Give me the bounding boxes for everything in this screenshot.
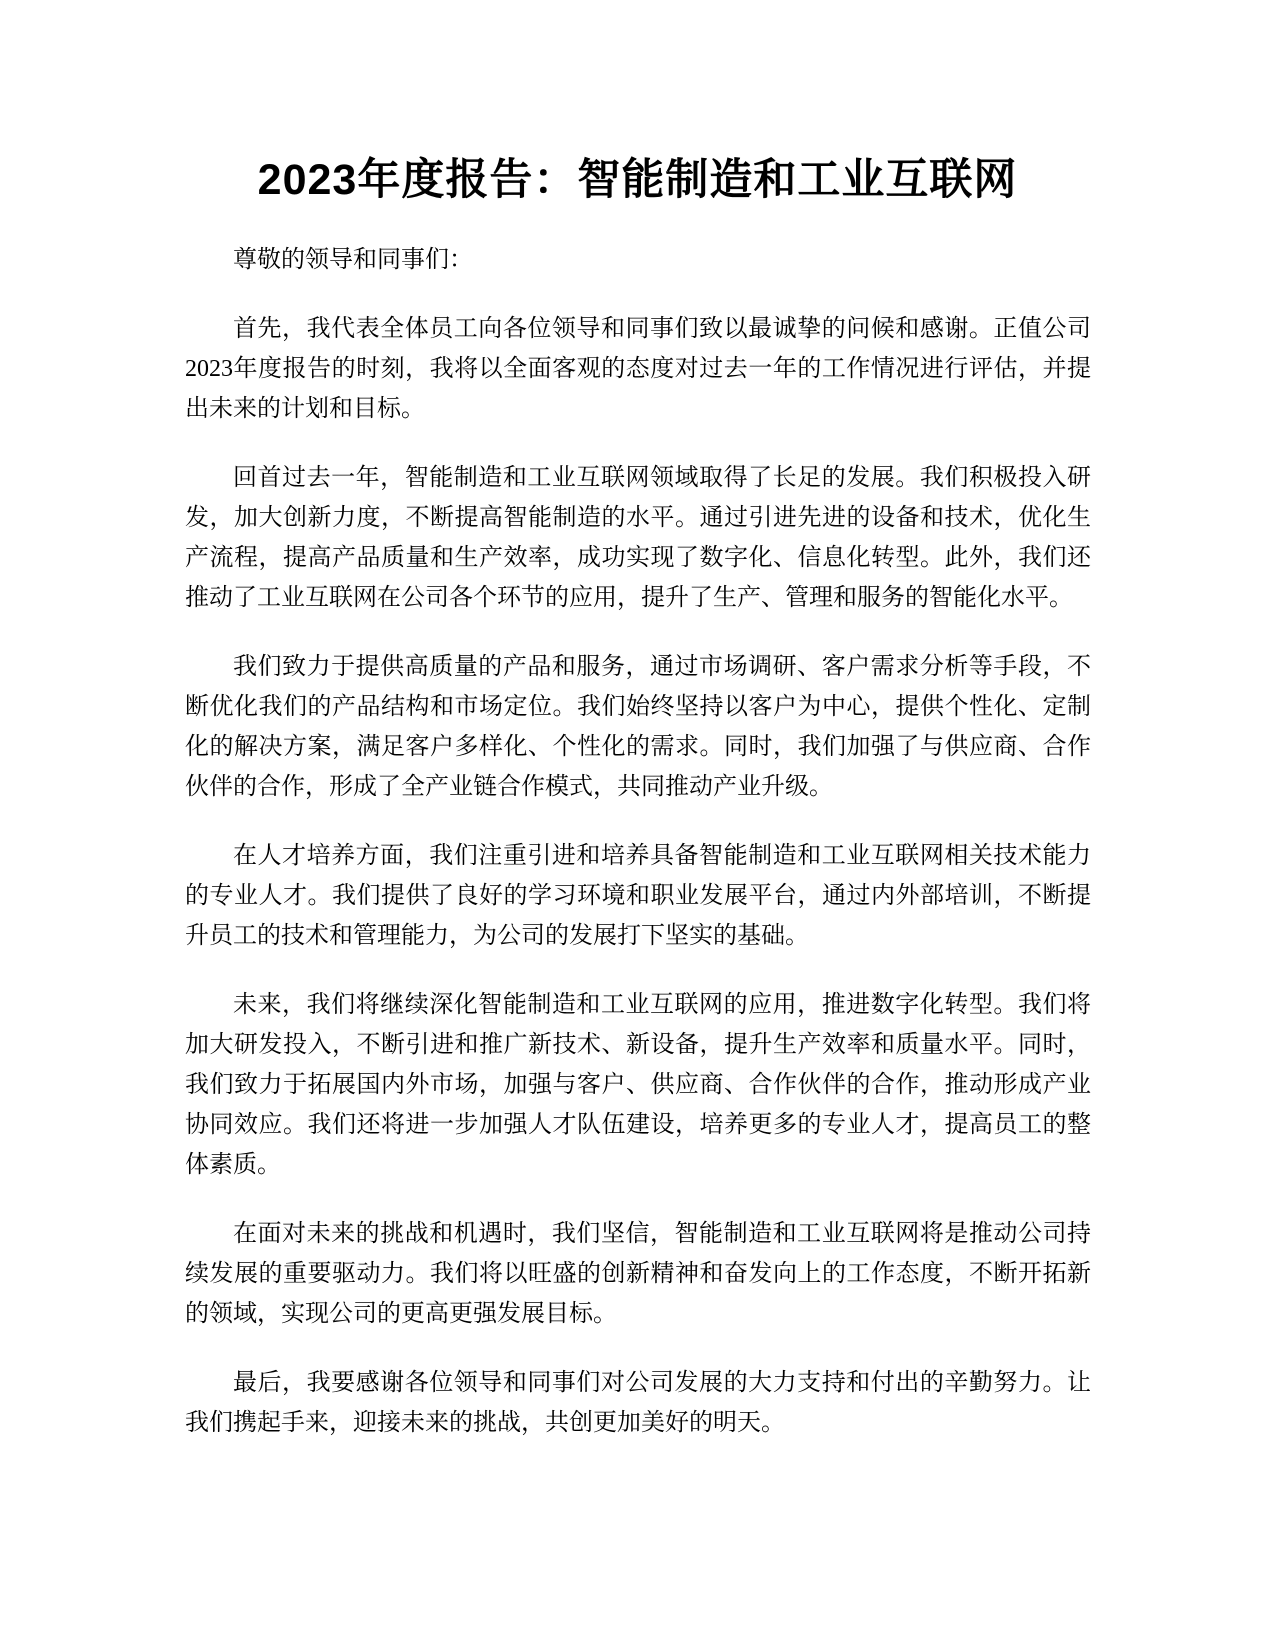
paragraph-challenges: 在面对未来的挑战和机遇时，我们坚信，智能制造和工业互联网将是推动公司持续发展的重要驱动力。我们将以旺盛的创新精神和奋发向上的工作态度，不断开拓新的领域，实现公司的更高更强发展目标。 <box>185 1221 1091 1327</box>
paragraph-talent: 在人才培养方面，我们注重引进和培养具备智能制造和工业互联网相关技术能力的专业人才。我们提供了良好的学习环境和职业发展平台，通过内外部培训，不断提升员工的技术和管理能力，为公司的发展打下坚实的基础。 <box>185 843 1091 949</box>
salutation: 尊敬的领导和同事们： <box>233 247 473 273</box>
paragraph-intro: 首先，我代表全体员工向各位领导和同事们致以最诚挚的问候和感谢。正值公司2023年度报告的时刻，我将以全面客观的态度对过去一年的工作情况进行评估，并提出未来的计划和目标。 <box>185 316 1091 422</box>
document-body <box>185 240 1091 1472</box>
paragraph-closing: 最后，我要感谢各位领导和同事们对公司发展的大力支持和付出的辛勤努力。让我们携起手来，迎接未来的挑战，共创更加美好的明天。 <box>185 1370 1091 1436</box>
paragraph-review: 回首过去一年，智能制造和工业互联网领域取得了长足的发展。我们积极投入研发，加大创新力度，不断提高智能制造的水平。通过引进先进的设备和技术，优化生产流程，提高产品质量和生产效率，成功实现了数字化、信息化转型。此外，我们还推动了工业互联网在公司各个环节的应用，提升了生产、管理和服务的智能化水平。 <box>185 465 1091 611</box>
paragraph-products: 我们致力于提供高质量的产品和服务，通过市场调研、客户需求分析等手段，不断优化我们的产品结构和市场定位。我们始终坚持以客户为中心，提供个性化、定制化的解决方案，满足客户多样化、个性化的需求。同时，我们加强了与供应商、合作伙伴的合作，形成了全产业链合作模式，共同推动产业升级。 <box>185 654 1091 800</box>
paragraph-future: 未来，我们将继续深化智能制造和工业互联网的应用，推进数字化转型。我们将加大研发投入，不断引进和推广新技术、新设备，提升生产效率和质量水平。同时，我们致力于拓展国内外市场，加强与客户、供应商、合作伙伴的合作，推动形成产业协同效应。我们还将进一步加强人才队伍建设，培养更多的专业人才，提高员工的整体素质。 <box>185 992 1091 1178</box>
document-title: 2023年度报告：智能制造和工业互联网 <box>257 156 1018 204</box>
